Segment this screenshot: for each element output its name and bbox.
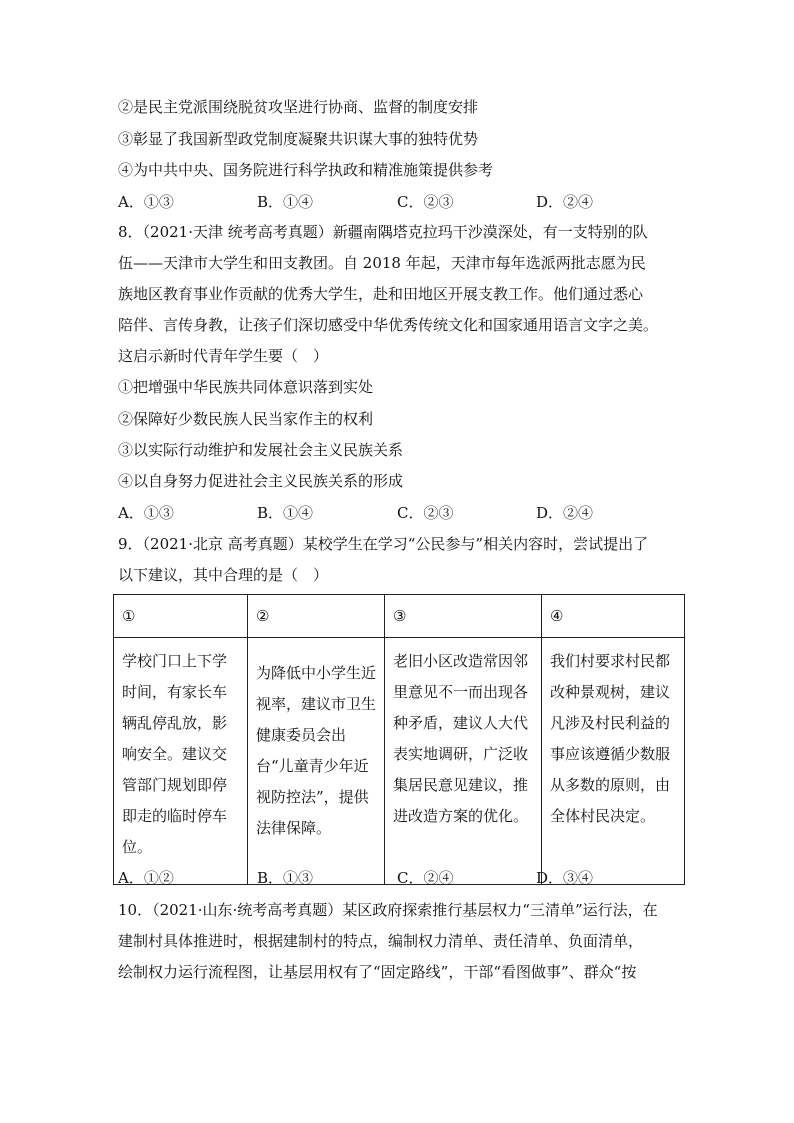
- q8-statement-3: ③以实际行动维护和发展社会主义民族关系: [118, 441, 404, 459]
- q9-option-c: C．②④: [397, 869, 454, 887]
- q9-table-header-row: [114, 595, 685, 638]
- q9-header-3: ③: [385, 595, 542, 638]
- q8-stem-line-5: 这启示新时代青年学生要（ ）: [118, 347, 329, 365]
- q9-option-d: D．③④: [536, 869, 594, 887]
- q8-stem-line-1: 8．（2021·天津 统考高考真题）新疆南隅塔克拉玛干沙漠深处，有一支特别的队: [118, 223, 648, 241]
- q8-option-d: D．②④: [536, 504, 594, 522]
- q8-statement-1: ①把增强中华民族共同体意识落到实处: [118, 378, 374, 396]
- q7-option-c: C．②③: [397, 193, 454, 211]
- q9-option-a: A．①②: [118, 869, 174, 887]
- q10-stem-line-1: 10．（2021·山东·统考高考真题）某区政府探索推行基层权力“三清单”运行法，在: [118, 901, 658, 919]
- q9-cell-2: [248, 638, 385, 885]
- q8-statement-2: ②保障好少数民族人民当家作主的权利: [118, 410, 374, 428]
- q9-options: [118, 868, 678, 888]
- q7-option-d: D．②④: [536, 193, 594, 211]
- q9-option-b: B．①③: [257, 869, 314, 887]
- q9-stem-line-2: 以下建议，其中合理的是（ ）: [118, 566, 329, 584]
- q9-cell-4-text: 我们村要求村民都改种景观树，建议凡涉及村民利益的事应该遵循少数服从多数的原则，由全体村民决定。: [550, 652, 671, 825]
- q8-stem-line-2: 伍——天津市大学生和田支教团。自 2018 年起，天津市每年选派两批志愿为民: [118, 254, 646, 272]
- q7-option-a: A．①③: [118, 193, 174, 211]
- q9-header-2: ②: [248, 595, 385, 638]
- q9-cell-1: [114, 638, 248, 885]
- q8-options: [118, 503, 678, 523]
- q8-option-c: C．②③: [397, 504, 454, 522]
- q7-options: [118, 192, 678, 212]
- q8-stem-line-4: 陪伴、言传身教，让孩子们深切感受中华优秀传统文化和国家通用语言文字之美。: [118, 316, 659, 334]
- q8-option-a: A．①③: [118, 504, 174, 522]
- q7-option-b: B．①④: [257, 193, 314, 211]
- q7-statement-3: ③彰显了我国新型政党制度凝聚共识谋大事的独特优势: [118, 130, 479, 148]
- q8-stem-line-3: 族地区教育事业作贡献的优秀大学生，赴和田地区开展支教工作。他们通过悉心: [118, 285, 644, 303]
- q9-stem-line-1: 9．（2021·北京 高考真题）某校学生在学习“公民参与”相关内容时，尝试提出了: [118, 535, 649, 553]
- q8-statement-4: ④以自身努力促进社会主义民族关系的形成: [118, 472, 404, 490]
- q10-stem-line-3: 绘制权力运行流程图，让基层用权有了“固定路线”，干部“看图做事”、群众“按: [118, 963, 637, 981]
- q8-option-b: B．①④: [257, 504, 314, 522]
- q7-statement-2: ②是民主党派围绕脱贫攻坚进行协商、监督的制度安排: [118, 98, 479, 116]
- q7-statement-4: ④为中共中央、国务院进行科学执政和精准施策提供参考: [118, 161, 494, 179]
- q10-stem-line-2: 建制村具体推进时，根据建制村的特点，编制权力清单、责任清单、负面清单，: [118, 932, 644, 950]
- q9-table-body-row: [114, 638, 685, 885]
- q9-table: [113, 594, 685, 885]
- q9-cell-3: [385, 638, 542, 885]
- q9-cell-2-text: 为降低中小学生近视率，建议市卫生健康委员会出台“儿童青少年近视防控法”，提供法律保障。: [256, 664, 377, 837]
- q9-cell-4: [542, 638, 685, 885]
- q9-cell-3-text: 老旧小区改造常因邻里意见不一而出现各种矛盾，建议人大代表实地调研，广泛收集居民意见建议，推进改造方案的优化。: [393, 652, 529, 825]
- q9-header-4: ④: [542, 595, 685, 638]
- q9-cell-1-text: 学校门口上下学时间，有家长车辆乱停乱放，影响安全。建议交管部门规划即停即走的临时停车位。: [122, 652, 228, 856]
- q9-header-1: ①: [114, 595, 248, 638]
